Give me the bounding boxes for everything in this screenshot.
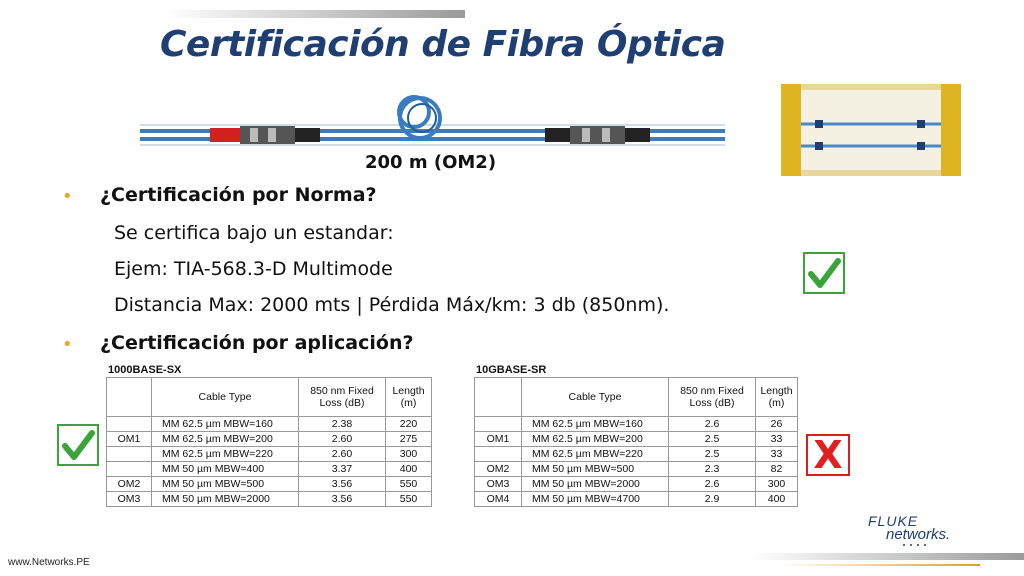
cell: 2.6 <box>669 417 756 432</box>
top-decor-bar <box>165 10 465 18</box>
table-10gbase-sr <box>474 377 798 507</box>
page-title: Certificación de Fibra Óptica <box>160 24 726 65</box>
header-cell: 850 nm Fixed Loss (dB) <box>299 378 386 417</box>
cell <box>475 447 522 462</box>
cell: 550 <box>386 477 432 492</box>
table-row <box>475 477 798 492</box>
table-row <box>475 492 798 507</box>
cell <box>107 417 152 432</box>
cell: OM1 <box>107 432 152 447</box>
cell: 220 <box>386 417 432 432</box>
header-cell: Cable Type <box>152 378 299 417</box>
fiber-length-label: 200 m (OM2) <box>365 152 497 173</box>
cell: OM2 <box>107 477 152 492</box>
cell: 2.3 <box>669 462 756 477</box>
cell: 2.5 <box>669 447 756 462</box>
cell: 275 <box>386 432 432 447</box>
bullet-heading-aplicacion: ¿Certificación por aplicación? <box>100 332 414 354</box>
cell: 2.5 <box>669 432 756 447</box>
cell: MM 50 µm MBW=4700 <box>522 492 669 507</box>
cell <box>475 417 522 432</box>
table-row <box>475 447 798 462</box>
cell: MM 62.5 µm MBW=220 <box>152 447 299 462</box>
logo-line1: FLUKE <box>868 513 919 529</box>
cell: 3.56 <box>299 492 386 507</box>
cell: 2.60 <box>299 447 386 462</box>
check-mark-icon <box>803 252 845 294</box>
body-line-3: Distancia Max: 2000 mts | Pérdida Máx/km: 3 db (850nm). <box>114 294 670 316</box>
cell: MM 50 µm MBW=500 <box>152 477 299 492</box>
cell: OM3 <box>475 477 522 492</box>
cross-mark-icon: X <box>806 434 850 476</box>
cell: 300 <box>756 477 798 492</box>
table-row <box>475 462 798 477</box>
body-line-1: Se certifica bajo un estandar: <box>114 222 394 244</box>
footer-url: www.Networks.PE <box>8 557 90 568</box>
header-cell: 850 nm Fixed Loss (dB) <box>669 378 756 417</box>
header-cell: Length (m) <box>386 378 432 417</box>
cell: 550 <box>386 492 432 507</box>
cell: MM 62.5 µm MBW=200 <box>522 432 669 447</box>
header-cell: Length (m) <box>756 378 798 417</box>
cell: 3.56 <box>299 477 386 492</box>
cell: MM 50 µm MBW=400 <box>152 462 299 477</box>
header-cell: Cable Type <box>522 378 669 417</box>
table-1000base-sx <box>106 377 432 507</box>
cell: 33 <box>756 447 798 462</box>
cell: 2.6 <box>669 477 756 492</box>
bullet-marker-2: • <box>62 334 73 355</box>
fiber-cable-illustration <box>140 88 725 150</box>
cell <box>107 462 152 477</box>
table-row <box>107 477 432 492</box>
cell: OM4 <box>475 492 522 507</box>
table-row <box>107 492 432 507</box>
table-row <box>107 417 432 432</box>
cell: 82 <box>756 462 798 477</box>
cell: MM 62.5 µm MBW=200 <box>152 432 299 447</box>
cell: MM 62.5 µm MBW=220 <box>522 447 669 462</box>
header-cell <box>107 378 152 417</box>
bottom-accent-line <box>780 564 980 566</box>
bottom-decor-bar <box>750 553 1024 560</box>
fluke-networks-logo <box>864 512 994 548</box>
cell: MM 50 µm MBW=2000 <box>152 492 299 507</box>
table-row <box>475 432 798 447</box>
header-cell <box>475 378 522 417</box>
cell: MM 50 µm MBW=500 <box>522 462 669 477</box>
cell: MM 62.5 µm MBW=160 <box>522 417 669 432</box>
bullet-marker-1: • <box>62 186 73 207</box>
cell: MM 50 µm MBW=2000 <box>522 477 669 492</box>
check-mark-icon-left <box>57 424 99 466</box>
cell: OM2 <box>475 462 522 477</box>
test-setup-photo <box>781 84 961 176</box>
cell: 400 <box>756 492 798 507</box>
cell: 2.9 <box>669 492 756 507</box>
bullet-heading-norma: ¿Certificación por Norma? <box>100 184 377 206</box>
cell: 400 <box>386 462 432 477</box>
body-line-2: Ejem: TIA-568.3-D Multimode <box>114 258 393 280</box>
cell: 2.38 <box>299 417 386 432</box>
cell <box>107 447 152 462</box>
table-left-name: 1000BASE-SX <box>108 364 182 376</box>
cell: 26 <box>756 417 798 432</box>
table-row <box>107 447 432 462</box>
table-row <box>107 462 432 477</box>
cell: 300 <box>386 447 432 462</box>
cell: 3.37 <box>299 462 386 477</box>
table-row <box>107 432 432 447</box>
logo-line2: networks. <box>886 526 951 543</box>
cell: 2.60 <box>299 432 386 447</box>
cell: OM3 <box>107 492 152 507</box>
table-row <box>475 417 798 432</box>
cell: 33 <box>756 432 798 447</box>
cell: MM 62.5 µm MBW=160 <box>152 417 299 432</box>
table-right-name: 10GBASE-SR <box>476 364 547 376</box>
cell: OM1 <box>475 432 522 447</box>
